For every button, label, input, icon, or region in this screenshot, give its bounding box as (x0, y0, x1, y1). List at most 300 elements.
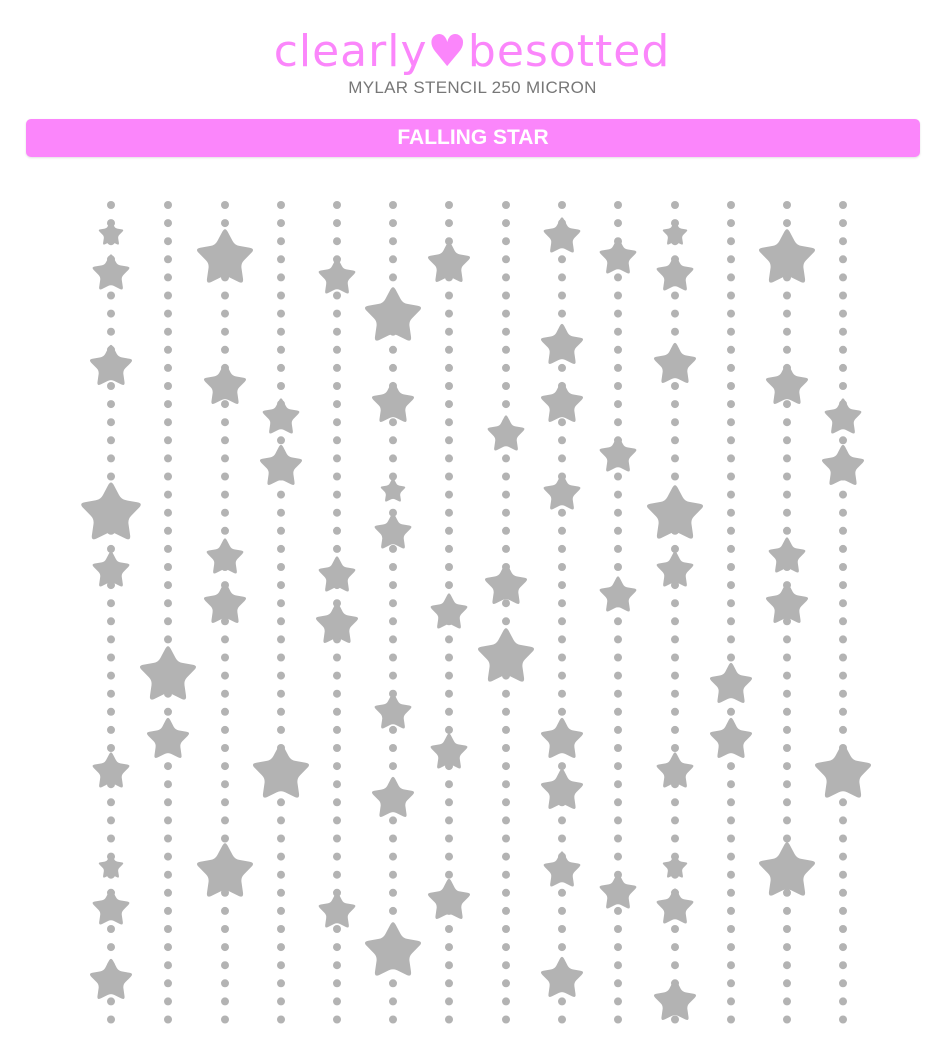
stencil-dot (277, 635, 285, 643)
stencil-dot (558, 907, 566, 915)
stencil-dot (445, 835, 453, 843)
stencil-dot (107, 708, 115, 716)
stencil-dot (277, 563, 285, 571)
star-icon (485, 564, 527, 604)
stencil-dot (502, 400, 510, 408)
stencil-dot (389, 617, 397, 625)
stencil-dot (164, 961, 172, 969)
stencil-dot (614, 835, 622, 843)
stencil-dot (614, 1016, 622, 1024)
stencil-dot (164, 382, 172, 390)
stencil-dot (839, 798, 847, 806)
star-icon (431, 733, 468, 768)
stencil-dot (783, 780, 791, 788)
stencil-dot (502, 201, 510, 209)
stencil-dot (502, 491, 510, 499)
stencil-dot (614, 708, 622, 716)
stencil-dot (614, 925, 622, 933)
stencil-dot (614, 273, 622, 281)
stencil-dot (389, 907, 397, 915)
stencil-dot (727, 708, 735, 716)
stencil-dot (333, 853, 341, 861)
stencil-dot (164, 454, 172, 462)
stencil-dot (502, 853, 510, 861)
stencil-dot (389, 219, 397, 227)
stencil-dot (727, 346, 735, 354)
stencil-dot (389, 726, 397, 734)
stencil-dot (164, 219, 172, 227)
stencil-dot (277, 273, 285, 281)
stencil-dot (445, 346, 453, 354)
stencil-dot (221, 690, 229, 698)
stencil-dot (445, 690, 453, 698)
stencil-dot (783, 418, 791, 426)
stencil-dot (389, 762, 397, 770)
stencil-dot (164, 273, 172, 281)
stencil-dot (839, 599, 847, 607)
stencil-dot (783, 654, 791, 662)
star-icon (822, 445, 864, 485)
stencil-dot (727, 654, 735, 662)
stencil-dot (333, 454, 341, 462)
stencil-dot (333, 328, 341, 336)
stencil-dot (727, 762, 735, 770)
stencil-dot (558, 708, 566, 716)
star-icon (263, 398, 300, 433)
star-icon (825, 398, 862, 433)
stencil-dot (671, 382, 679, 390)
stencil-dot (277, 871, 285, 879)
star-icon (544, 851, 581, 886)
stencil-dot (558, 545, 566, 553)
star-icon (365, 922, 421, 975)
stencil-dot (614, 545, 622, 553)
stencil-dot (558, 997, 566, 1005)
star-icon (90, 345, 132, 385)
stencil-dot (277, 382, 285, 390)
stencil-dot (558, 617, 566, 625)
star-icon (99, 854, 124, 877)
stencil-dot (502, 364, 510, 372)
star-icon (197, 843, 253, 896)
stencil-dot (783, 201, 791, 209)
stencil-dot (727, 635, 735, 643)
stencil-dot (221, 672, 229, 680)
stencil-dot (277, 545, 285, 553)
stencil-dot (783, 690, 791, 698)
star-icon (647, 485, 703, 538)
star-icon (319, 892, 356, 927)
stencil-dot (277, 617, 285, 625)
stencil-dot (445, 310, 453, 318)
stencil-dot (389, 563, 397, 571)
stencil-dot (389, 255, 397, 263)
stencil-dot (445, 798, 453, 806)
stencil-dot (727, 997, 735, 1005)
stencil-dot (445, 726, 453, 734)
stencil-dot (839, 889, 847, 897)
stencil-dot (164, 871, 172, 879)
stencil-dot (727, 273, 735, 281)
stencil-dot (164, 762, 172, 770)
star-icon (90, 959, 132, 999)
stencil-dot (277, 925, 285, 933)
stencil-dot (445, 672, 453, 680)
stencil-dot (558, 255, 566, 263)
stencil-dot (277, 1016, 285, 1024)
stencil-dot (277, 835, 285, 843)
stencil-dot (164, 418, 172, 426)
stencil-dot (614, 328, 622, 336)
stencil-dot (389, 454, 397, 462)
stencil-dot (502, 599, 510, 607)
stencil-dot (839, 708, 847, 716)
stencil-dot (614, 292, 622, 300)
stencil-dot (614, 780, 622, 788)
stencil-dot (783, 762, 791, 770)
stencil-dot (671, 654, 679, 662)
stencil-dot (277, 599, 285, 607)
stencil-dot (107, 328, 115, 336)
stencil-dot (727, 364, 735, 372)
stencil-dot (277, 219, 285, 227)
stencil-dot (277, 201, 285, 209)
stencil-dot (839, 509, 847, 517)
stencil-dot (727, 979, 735, 987)
stencil-dot (502, 545, 510, 553)
stencil-dot (502, 979, 510, 987)
stencil-dot (107, 672, 115, 680)
stencil-dot (277, 726, 285, 734)
stencil-dot (502, 1016, 510, 1024)
stencil-dot (445, 491, 453, 499)
stencil-dot (221, 400, 229, 408)
stencil-dot (333, 292, 341, 300)
stencil-dot (389, 744, 397, 752)
stencil-dot (727, 853, 735, 861)
stencil-dot (221, 310, 229, 318)
stencil-dot (783, 889, 791, 897)
stencil-dot (727, 491, 735, 499)
stencil-dot (839, 979, 847, 987)
stencil-dot (614, 219, 622, 227)
star-icon (428, 879, 470, 919)
stencil-dot (839, 816, 847, 824)
stencil-dot (839, 527, 847, 535)
stencil-dot (671, 473, 679, 481)
stencil-dot (164, 201, 172, 209)
stencil-dot (783, 816, 791, 824)
stencil-dot (277, 853, 285, 861)
stencil-dot (277, 997, 285, 1005)
stencil-dot (783, 491, 791, 499)
stencil-dot (727, 925, 735, 933)
stencil-dot (614, 310, 622, 318)
stencil-dot (221, 454, 229, 462)
stencil-dot (164, 889, 172, 897)
stencil-dot (671, 418, 679, 426)
stencil-dot (221, 708, 229, 716)
stencil-dot (164, 509, 172, 517)
stencil-dot (727, 237, 735, 245)
stencil-dot (333, 509, 341, 517)
stencil-dot (221, 762, 229, 770)
stencil-dot (333, 961, 341, 969)
stencil-dot (783, 744, 791, 752)
stencil-dot (558, 563, 566, 571)
stencil-dot (614, 762, 622, 770)
stencil-dot (558, 418, 566, 426)
star-icon (710, 663, 752, 703)
star-icon (319, 258, 356, 293)
stencil-dot (614, 382, 622, 390)
stencil-dot (783, 527, 791, 535)
stencil-dot (839, 726, 847, 734)
stencil-dot (839, 907, 847, 915)
star-icon (654, 980, 696, 1020)
stencil-dot (727, 599, 735, 607)
stencil-dot (671, 726, 679, 734)
star-icon (541, 382, 583, 422)
stencil-dot (221, 1016, 229, 1024)
stencil-dot (164, 364, 172, 372)
star-icon (316, 603, 358, 643)
stencil-dot (839, 871, 847, 879)
stencil-dot (445, 871, 453, 879)
stencil-dot (389, 871, 397, 879)
stencil-dot (839, 581, 847, 589)
stencil-dot (671, 292, 679, 300)
stencil-dot (333, 744, 341, 752)
stencil-dot (783, 925, 791, 933)
stencil-dot (839, 853, 847, 861)
stencil-dot (389, 364, 397, 372)
stencil-dot (558, 690, 566, 698)
stencil-dot (614, 654, 622, 662)
stencil-title: FALLING STAR (397, 126, 549, 149)
stencil-dot (221, 436, 229, 444)
stencil-dot (333, 400, 341, 408)
stencil-dot (558, 672, 566, 680)
stencil-dot (277, 889, 285, 897)
stencil-dot (783, 907, 791, 915)
stencil-dot (389, 853, 397, 861)
star-icon (253, 744, 309, 797)
stencil-dot (277, 943, 285, 951)
stencil-dot (333, 925, 341, 933)
stencil-dot (277, 255, 285, 263)
stencil-dot (333, 219, 341, 227)
stencil-dot (671, 961, 679, 969)
stencil-dot (558, 509, 566, 517)
stencil-dot (277, 436, 285, 444)
stencil-dot (839, 201, 847, 209)
stencil-dot (614, 690, 622, 698)
stencil-dot (277, 509, 285, 517)
stencil-dot (333, 473, 341, 481)
stencil-dot (502, 310, 510, 318)
stencil-dot (277, 907, 285, 915)
stencil-dot (727, 310, 735, 318)
stencil-dot (107, 654, 115, 662)
stencil-dot (839, 292, 847, 300)
stencil-dot (277, 816, 285, 824)
stencil-dot (839, 364, 847, 372)
stencil-dot (839, 273, 847, 281)
stencil-dot (671, 744, 679, 752)
stencil-dot (333, 816, 341, 824)
stencil-dot (783, 436, 791, 444)
stencil-dot (727, 328, 735, 336)
stencil-dot (502, 454, 510, 462)
stencil-dot (614, 853, 622, 861)
stencil-dot (445, 382, 453, 390)
star-icon (657, 255, 694, 290)
stencil-dot (389, 835, 397, 843)
stencil-dot (783, 798, 791, 806)
stencil-dot (277, 798, 285, 806)
stencil-dot (839, 997, 847, 1005)
star-icon (375, 513, 412, 548)
stencil-dot (107, 816, 115, 824)
stencil-dot (839, 1016, 847, 1024)
stencil-dot (727, 545, 735, 553)
star-icon (375, 693, 412, 728)
stencil-dot (614, 672, 622, 680)
stencil-dot (389, 346, 397, 354)
stencil-dot (783, 328, 791, 336)
stencil-dot (614, 473, 622, 481)
stencil-dot (164, 527, 172, 535)
stencil-dot (558, 654, 566, 662)
star-icon (431, 593, 468, 628)
stencil-dot (333, 654, 341, 662)
stencil-dot (671, 310, 679, 318)
stencil-dot (614, 364, 622, 372)
stencil-dot (671, 1016, 679, 1024)
star-icon (541, 769, 583, 809)
stencil-dot (727, 292, 735, 300)
stencil-dot (164, 581, 172, 589)
star-shapes (81, 217, 871, 1020)
stencil-dot (164, 853, 172, 861)
stencil-dot (727, 527, 735, 535)
stencil-dot (107, 310, 115, 318)
stencil-dot (221, 925, 229, 933)
stencil-dot (783, 708, 791, 716)
stencil-dot (389, 581, 397, 589)
stencil-dot (671, 400, 679, 408)
stencil-dot (839, 219, 847, 227)
stencil-dot (221, 943, 229, 951)
stencil-dot (333, 418, 341, 426)
stencil-dot (107, 1016, 115, 1024)
stencil-dot (671, 617, 679, 625)
stencil-dot (333, 997, 341, 1005)
stencil-dot (445, 581, 453, 589)
stencil-dot (389, 1016, 397, 1024)
stencil-dot (502, 382, 510, 390)
stencil-dot (727, 816, 735, 824)
stencil-dot (107, 400, 115, 408)
stencil-dot (783, 961, 791, 969)
stencil-dot (502, 961, 510, 969)
stencil-dot (614, 744, 622, 752)
stencil-dot (333, 690, 341, 698)
stencil-dot (221, 219, 229, 227)
stencil-dot (107, 418, 115, 426)
star-icon (381, 478, 406, 501)
stencil-dot (727, 563, 735, 571)
stencil-dot (558, 835, 566, 843)
stencil-dot (558, 581, 566, 589)
stencil-dot (277, 292, 285, 300)
stencil-dot (502, 292, 510, 300)
stencil-dot (445, 219, 453, 227)
stencil-dot (107, 726, 115, 734)
star-icon (207, 538, 244, 573)
stencil-dot (221, 201, 229, 209)
stencil-dot (389, 654, 397, 662)
stencil-dot (164, 835, 172, 843)
stencil-dot (671, 816, 679, 824)
stencil-dot (107, 382, 115, 390)
stencil-dot (671, 835, 679, 843)
star-icon (600, 576, 637, 611)
stencil-dot (502, 328, 510, 336)
stencil-dot (333, 201, 341, 209)
stencil-dot (445, 853, 453, 861)
stencil-dot (333, 491, 341, 499)
stencil-dot (727, 943, 735, 951)
stencil-dot (277, 979, 285, 987)
stencil-dot (164, 943, 172, 951)
stencil-dot (107, 925, 115, 933)
stencil-dot (107, 690, 115, 698)
stencil-dot (221, 635, 229, 643)
stencil-dot (445, 563, 453, 571)
stencil-dot (614, 907, 622, 915)
star-icon (428, 242, 470, 282)
star-icon (319, 556, 356, 591)
stencil-dot (445, 454, 453, 462)
stencil-dot (727, 473, 735, 481)
stencil-dot (221, 835, 229, 843)
stencil-dot (558, 925, 566, 933)
stencil-dot (558, 364, 566, 372)
stencil-dot (558, 292, 566, 300)
stencil-dot (107, 473, 115, 481)
stencil-dot (839, 545, 847, 553)
stencil-dot (445, 400, 453, 408)
stencil-dot (727, 255, 735, 263)
stencil-dot (107, 454, 115, 462)
stencil-dot (164, 292, 172, 300)
stencil-dot (614, 527, 622, 535)
stencil-dot (445, 943, 453, 951)
stencil-dot (277, 672, 285, 680)
stencil-dot (502, 925, 510, 933)
star-icon (759, 229, 815, 282)
stencil-dot (502, 708, 510, 716)
stencil-dot (107, 436, 115, 444)
stencil-dot (727, 907, 735, 915)
stencil-dot (445, 708, 453, 716)
stencil-dot (783, 672, 791, 680)
stencil-dot (671, 708, 679, 716)
stencil-subtitle: MYLAR STENCIL 250 MICRON (348, 78, 597, 97)
stencil-dot (727, 382, 735, 390)
